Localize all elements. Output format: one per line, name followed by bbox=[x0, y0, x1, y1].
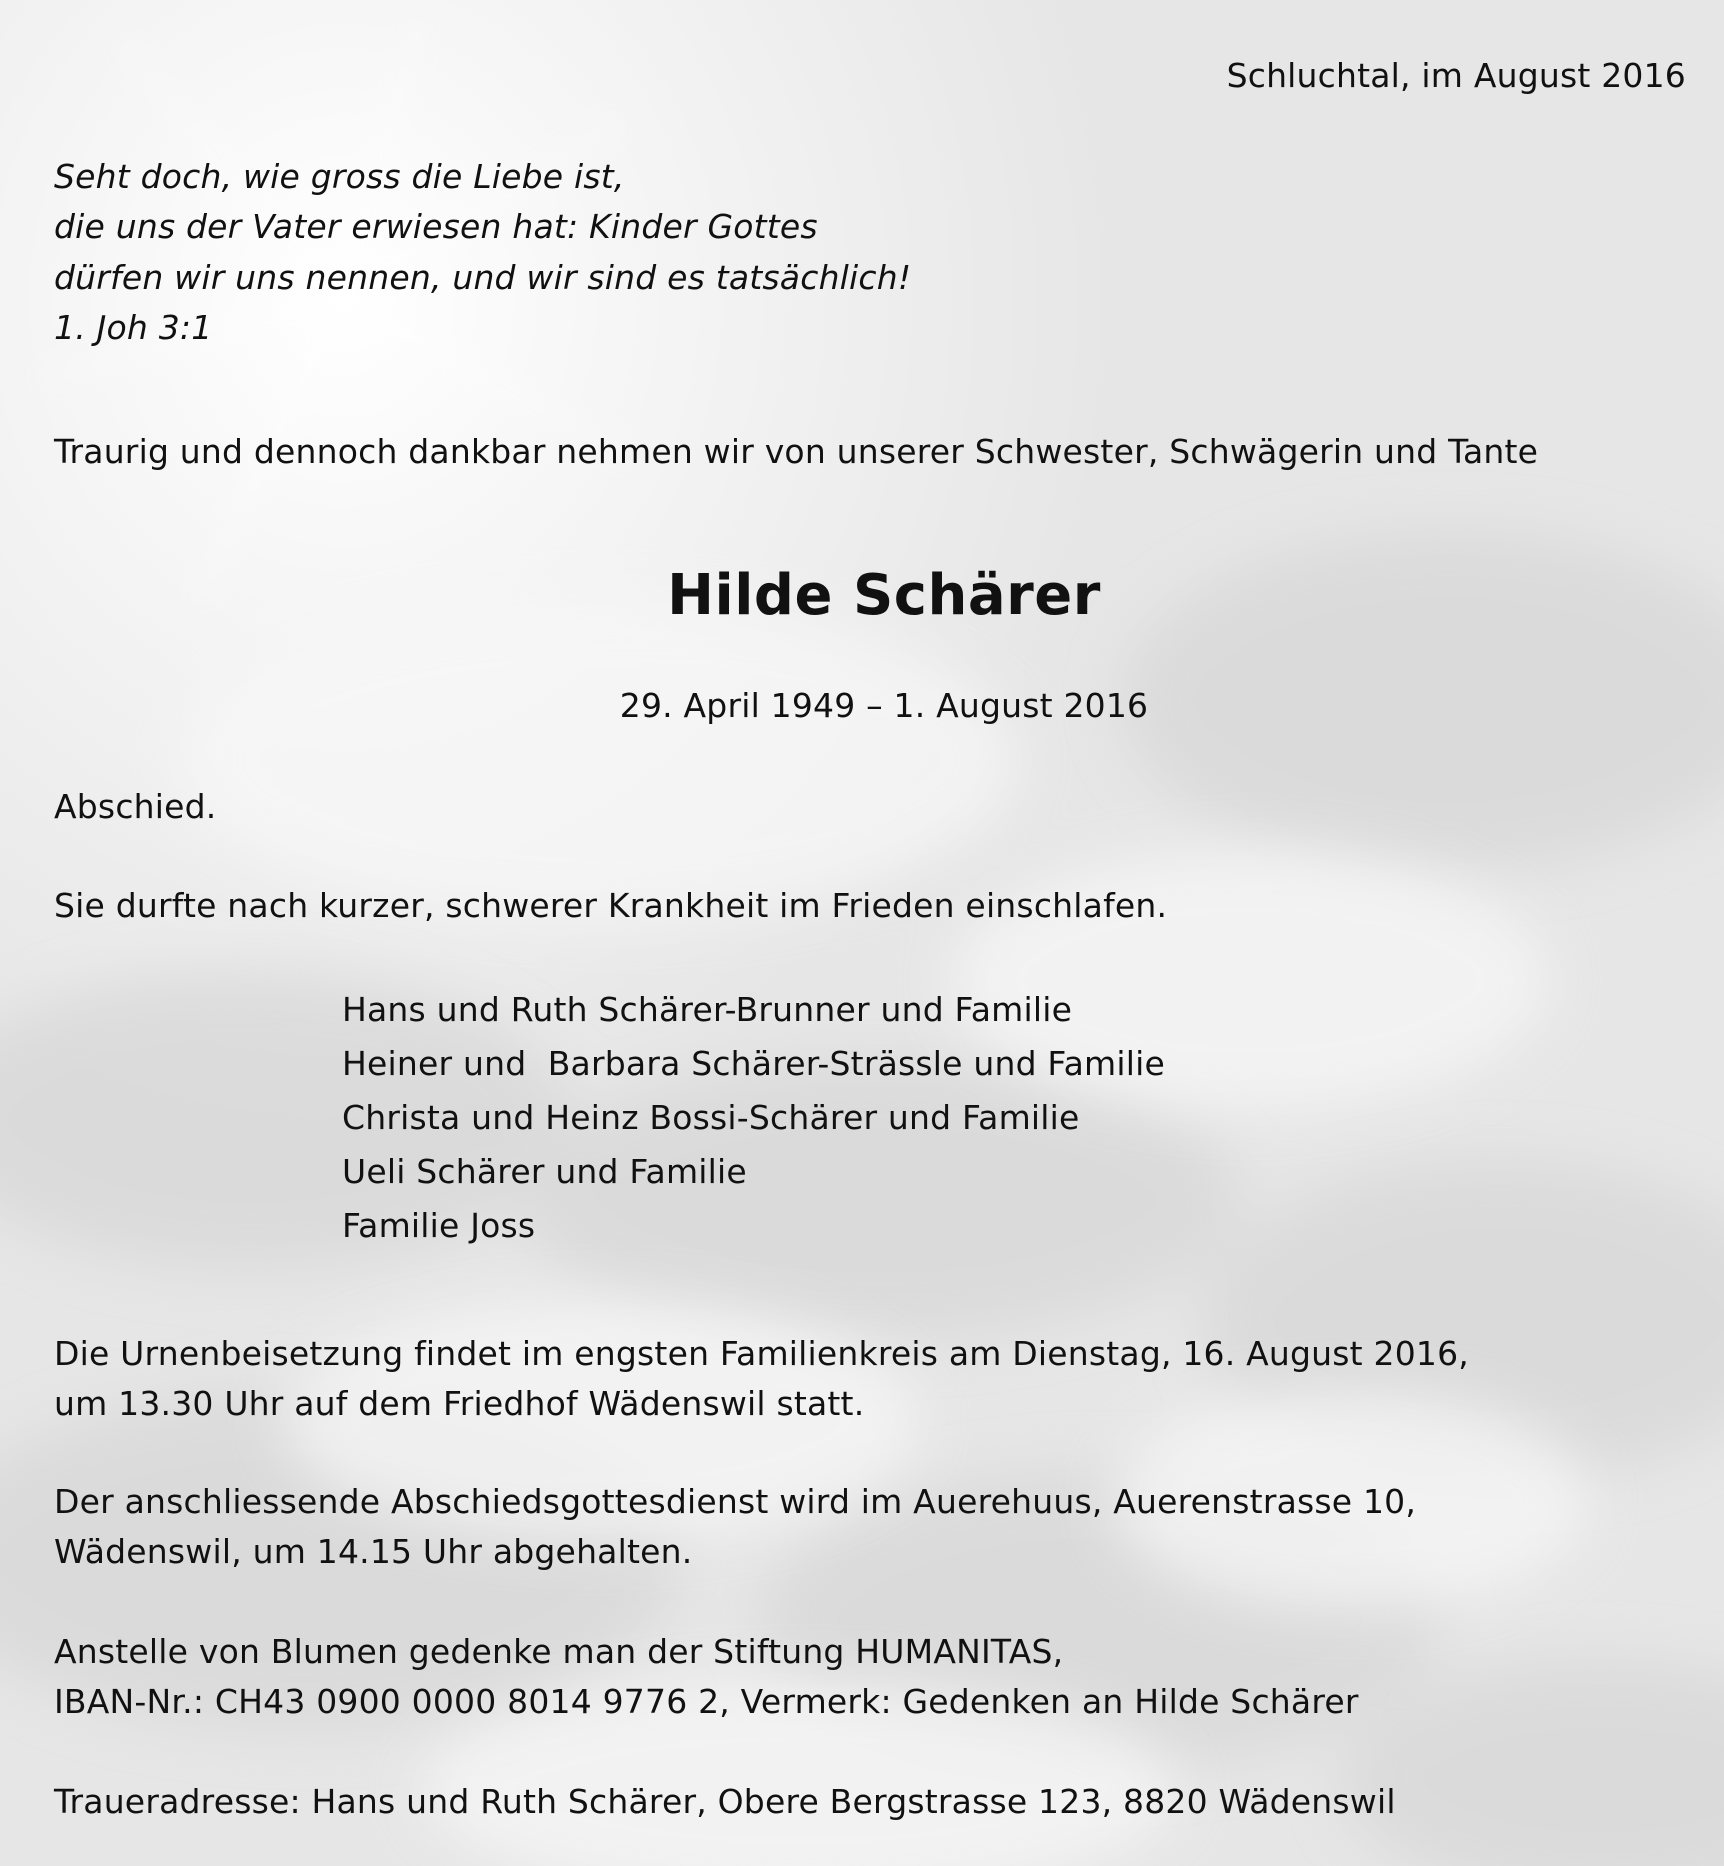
mourner-3: Christa und Heinz Bossi-Schärer und Familie bbox=[342, 1098, 1080, 1137]
place-date: Schluchtal, im August 2016 bbox=[1226, 56, 1686, 95]
life-dates: 29. April 1949 – 1. August 2016 bbox=[619, 686, 1149, 725]
donation-line-2: IBAN-Nr.: CH43 0900 0000 8014 9776 2, Vermerk: Gedenken an Hilde Schärer bbox=[54, 1682, 1359, 1721]
verse-line-3: dürfen wir uns nennen, und wir sind es tatsächlich! bbox=[54, 258, 912, 297]
deceased-name: Hilde Schärer bbox=[667, 563, 1101, 628]
burial-line-2: um 13.30 Uhr auf dem Friedhof Wädenswil statt. bbox=[54, 1384, 865, 1423]
mourner-1: Hans und Ruth Schärer-Brunner und Familie bbox=[342, 990, 1073, 1029]
mourner-2: Heiner und Barbara Schärer-Strässle und Familie bbox=[342, 1044, 1165, 1083]
donation-line-1: Anstelle von Blumen gedenke man der Stiftung HUMANITAS, bbox=[54, 1632, 1064, 1671]
statement-text: Sie durfte nach kurzer, schwerer Krankheit im Frieden einschlafen. bbox=[54, 886, 1168, 925]
service-line-2: Wädenswil, um 14.15 Uhr abgehalten. bbox=[54, 1532, 693, 1571]
mourner-5: Familie Joss bbox=[342, 1206, 536, 1245]
mourner-4: Ueli Schärer und Familie bbox=[342, 1152, 747, 1191]
burial-line-1: Die Urnenbeisetzung findet im engsten Familienkreis am Dienstag, 16. August 2016, bbox=[54, 1334, 1469, 1373]
verse-line-2: die uns der Vater erwiesen hat: Kinder Gottes bbox=[54, 207, 818, 246]
verse-reference: 1. Joh 3:1 bbox=[54, 308, 213, 347]
mourning-address: Traueradresse: Hans und Ruth Schärer, Obere Bergstrasse 123, 8820 Wädenswil bbox=[54, 1782, 1396, 1821]
verse-line-1: Seht doch, wie gross die Liebe ist, bbox=[54, 157, 625, 196]
service-line-1: Der anschliessende Abschiedsgottesdienst wird im Auerehuus, Auerenstrasse 10, bbox=[54, 1482, 1417, 1521]
intro-text: Traurig und dennoch dankbar nehmen wir von unserer Schwester, Schwägerin und Tante bbox=[54, 432, 1539, 471]
farewell-text: Abschied. bbox=[54, 787, 217, 826]
